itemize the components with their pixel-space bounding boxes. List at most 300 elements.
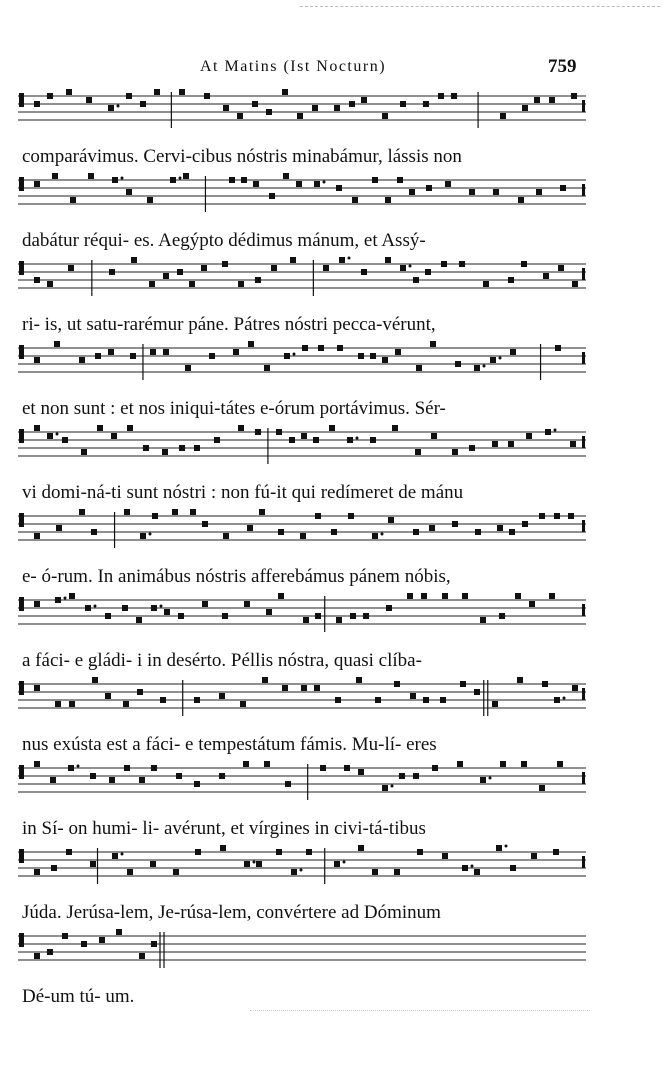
neume xyxy=(335,697,341,703)
neume xyxy=(122,605,128,611)
neume xyxy=(269,193,275,199)
neume xyxy=(415,449,421,455)
neume xyxy=(426,185,432,191)
neume xyxy=(315,513,321,519)
neume xyxy=(50,777,56,783)
chant-system xyxy=(18,928,586,978)
chant-system xyxy=(18,844,586,894)
neume xyxy=(139,777,145,783)
neume xyxy=(421,593,427,599)
neume xyxy=(440,697,446,703)
neume xyxy=(474,689,480,695)
mora-dot xyxy=(293,353,296,356)
staff-svg xyxy=(18,256,586,304)
neume xyxy=(34,601,40,607)
neume xyxy=(554,697,560,703)
neume xyxy=(469,445,475,451)
neume xyxy=(81,941,87,947)
neume xyxy=(109,269,115,275)
neume xyxy=(178,613,184,619)
neume xyxy=(34,869,40,875)
neume xyxy=(139,953,145,959)
neume xyxy=(81,449,87,455)
mora-dot xyxy=(348,257,351,260)
neume xyxy=(51,865,57,871)
neume xyxy=(529,601,535,607)
neume xyxy=(70,197,76,203)
c-clef-icon xyxy=(19,177,24,191)
neume xyxy=(201,265,207,271)
c-clef-icon xyxy=(19,345,24,359)
neume xyxy=(425,269,431,275)
chant-system xyxy=(18,508,586,558)
mora-dot xyxy=(489,777,492,780)
neume xyxy=(152,513,158,519)
neume xyxy=(372,533,378,539)
custos-icon xyxy=(582,856,585,868)
neume xyxy=(92,677,98,683)
neume xyxy=(539,513,545,519)
neume xyxy=(372,177,378,183)
neume xyxy=(301,685,307,691)
neume xyxy=(266,609,272,615)
neume xyxy=(91,529,97,535)
neume xyxy=(47,949,53,955)
lyric-line: a fáci- e gládi- i in desérto. Péllis nóstra, quasi clíba- xyxy=(22,650,422,671)
c-clef-icon xyxy=(19,597,24,611)
neume xyxy=(154,89,160,95)
neume xyxy=(553,849,559,855)
mora-dot xyxy=(77,765,80,768)
mora-dot xyxy=(343,861,346,864)
neume xyxy=(329,425,335,431)
neume xyxy=(137,689,143,695)
neume xyxy=(318,345,324,351)
neume xyxy=(179,89,185,95)
neume xyxy=(266,109,272,115)
neume xyxy=(400,101,406,107)
neume xyxy=(189,281,195,287)
neume xyxy=(183,173,189,179)
neume xyxy=(276,849,282,855)
neume xyxy=(259,509,265,515)
staff-svg xyxy=(18,844,586,892)
neume xyxy=(97,425,103,431)
neume xyxy=(568,513,574,519)
custos-icon xyxy=(582,352,585,364)
neume xyxy=(111,433,117,439)
neume xyxy=(190,509,196,515)
neume xyxy=(194,697,200,703)
neume xyxy=(219,693,225,699)
neume xyxy=(545,429,551,435)
lyric-line: nus exústa est a fáci- e tempestátum fámis. Mu-lí- eres xyxy=(22,734,437,755)
neume xyxy=(164,609,170,615)
chant-system xyxy=(18,424,586,474)
neume xyxy=(149,281,155,287)
neume xyxy=(492,441,498,447)
neume xyxy=(237,113,243,119)
neume xyxy=(358,769,364,775)
neume xyxy=(522,521,528,527)
mora-dot xyxy=(554,429,557,432)
neume xyxy=(278,529,284,535)
neume xyxy=(490,357,496,363)
custos-icon xyxy=(582,688,585,700)
neume xyxy=(160,697,166,703)
neume xyxy=(136,617,142,623)
neume xyxy=(243,761,249,767)
neume xyxy=(493,189,499,195)
neume xyxy=(177,269,183,275)
mora-dot xyxy=(356,437,359,440)
neume xyxy=(127,425,133,431)
neume xyxy=(400,265,406,271)
c-clef-icon xyxy=(19,513,24,527)
neume xyxy=(123,701,129,707)
neume xyxy=(223,105,229,111)
neume xyxy=(112,177,118,183)
neume xyxy=(534,97,540,103)
neume xyxy=(500,113,506,119)
neume xyxy=(394,681,400,687)
neume xyxy=(388,517,394,523)
neume xyxy=(539,785,545,791)
neume xyxy=(517,677,523,683)
mora-dot xyxy=(391,785,394,788)
neume xyxy=(572,685,578,691)
neume xyxy=(334,105,340,111)
neume xyxy=(323,265,329,271)
neume xyxy=(289,437,295,443)
neume xyxy=(557,761,563,767)
neume xyxy=(336,185,342,191)
staff-svg xyxy=(18,760,586,808)
mora-dot xyxy=(483,365,486,368)
neume xyxy=(571,93,577,99)
neume xyxy=(543,273,549,279)
neume xyxy=(255,429,261,435)
neume xyxy=(34,533,40,539)
neume xyxy=(282,685,288,691)
staff-svg xyxy=(18,592,586,640)
neume xyxy=(515,593,521,599)
neume xyxy=(410,693,416,699)
neume xyxy=(47,93,53,99)
neume xyxy=(195,849,201,855)
neume xyxy=(238,281,244,287)
running-title: At Matins (Ist Nocturn) xyxy=(200,58,387,75)
neume xyxy=(34,685,40,691)
neume xyxy=(432,765,438,771)
neume xyxy=(492,701,498,707)
neume xyxy=(382,113,388,119)
staff-svg xyxy=(18,676,586,724)
neume xyxy=(173,869,179,875)
neume xyxy=(334,861,340,867)
neume xyxy=(518,197,524,203)
neume xyxy=(143,445,149,451)
neume xyxy=(291,869,297,875)
neume xyxy=(313,437,319,443)
neume xyxy=(442,853,448,859)
neume xyxy=(521,261,527,267)
neume xyxy=(469,189,475,195)
neume xyxy=(247,525,253,531)
mora-dot xyxy=(117,105,120,108)
neume xyxy=(431,433,437,439)
neume xyxy=(163,273,169,279)
mora-dot xyxy=(409,265,412,268)
top-margin-trace xyxy=(300,6,660,8)
neume xyxy=(252,101,258,107)
neume xyxy=(496,845,502,851)
neume xyxy=(130,353,136,359)
mora-dot xyxy=(505,845,508,848)
neume xyxy=(62,933,68,939)
c-clef-icon xyxy=(19,933,24,947)
neume xyxy=(483,281,489,287)
neume xyxy=(497,525,503,531)
neume xyxy=(69,593,75,599)
neume xyxy=(62,437,68,443)
neume xyxy=(90,861,96,867)
neume xyxy=(150,349,156,355)
neume xyxy=(500,761,506,767)
neume xyxy=(314,181,320,187)
neume xyxy=(209,353,215,359)
neume xyxy=(222,261,228,267)
neume xyxy=(344,765,350,771)
neume xyxy=(285,781,291,787)
neume xyxy=(301,433,307,439)
neume xyxy=(554,513,560,519)
neume xyxy=(55,701,61,707)
neume xyxy=(407,593,413,599)
neume xyxy=(451,93,457,99)
neume xyxy=(34,953,40,959)
neume xyxy=(112,853,118,859)
neume xyxy=(522,105,528,111)
neume xyxy=(55,597,61,603)
neume xyxy=(452,521,458,527)
neume xyxy=(331,529,337,535)
neume xyxy=(172,509,178,515)
neume xyxy=(108,349,114,355)
neume xyxy=(438,93,444,99)
neume xyxy=(499,613,505,619)
mora-dot xyxy=(253,861,256,864)
lyric-line: e- ó-rum. In animábus nóstris afferebámus pánem nóbis, xyxy=(22,566,451,587)
neume xyxy=(337,345,343,351)
neume xyxy=(549,593,555,599)
neume xyxy=(536,189,542,195)
neume xyxy=(297,113,303,119)
neume xyxy=(69,701,75,707)
page-number: 759 xyxy=(548,56,577,77)
mora-dot xyxy=(381,533,384,536)
mora-dot xyxy=(94,605,97,608)
neume xyxy=(480,617,486,623)
neume xyxy=(358,353,364,359)
neume xyxy=(214,437,220,443)
mora-dot xyxy=(323,181,326,184)
neume xyxy=(47,433,53,439)
neume xyxy=(510,865,516,871)
neume xyxy=(370,437,376,443)
neume xyxy=(363,613,369,619)
neume xyxy=(47,281,53,287)
neume xyxy=(457,761,463,767)
c-clef-icon xyxy=(19,765,24,779)
neume xyxy=(140,101,146,107)
mora-dot xyxy=(160,605,163,608)
neume xyxy=(350,613,356,619)
neume xyxy=(233,349,239,355)
mora-dot xyxy=(121,853,124,856)
chant-system xyxy=(18,592,586,642)
neume xyxy=(68,765,74,771)
neume xyxy=(312,105,318,111)
neume xyxy=(306,849,312,855)
mora-dot xyxy=(471,865,474,868)
neume xyxy=(314,685,320,691)
neume xyxy=(382,785,388,791)
neume xyxy=(320,765,326,771)
neume xyxy=(394,869,400,875)
custos-icon xyxy=(582,436,585,448)
neume xyxy=(34,101,40,107)
neume xyxy=(86,97,92,103)
neume xyxy=(339,257,345,263)
c-clef-icon xyxy=(19,93,24,107)
neume xyxy=(90,773,96,779)
neume xyxy=(202,601,208,607)
neume xyxy=(303,617,309,623)
neume xyxy=(474,869,480,875)
neume xyxy=(572,281,578,287)
neume xyxy=(34,277,40,283)
neume xyxy=(445,181,451,187)
neume xyxy=(220,845,226,851)
neume xyxy=(460,681,466,687)
custos-icon xyxy=(582,184,585,196)
neume xyxy=(185,365,191,371)
neume xyxy=(223,533,229,539)
neume xyxy=(271,265,277,271)
neume xyxy=(361,97,367,103)
staff-svg xyxy=(18,172,586,220)
staff-svg xyxy=(18,340,586,388)
chant-system xyxy=(18,760,586,810)
custos-icon xyxy=(582,604,585,616)
staff-svg xyxy=(18,928,586,976)
neume xyxy=(151,941,157,947)
mora-dot xyxy=(121,177,124,180)
lyric-line: comparávimus. Cervi-cibus nóstris minabámur, lássis non xyxy=(22,146,462,167)
mora-dot xyxy=(149,533,152,536)
neume xyxy=(124,509,130,515)
neume xyxy=(151,765,157,771)
neume xyxy=(162,449,168,455)
neume xyxy=(241,177,247,183)
neume xyxy=(105,693,111,699)
chant-system xyxy=(18,172,586,222)
neume xyxy=(147,197,153,203)
neume xyxy=(480,777,486,783)
neume xyxy=(370,353,376,359)
custos-icon xyxy=(582,520,585,532)
lyric-line: ri- is, ut satu-rarémur páne. Pátres nóstri pecca-vérunt, xyxy=(22,314,436,335)
neume xyxy=(347,437,353,443)
neume xyxy=(560,185,566,191)
neume xyxy=(240,701,246,707)
neume xyxy=(284,353,290,359)
neume xyxy=(264,761,270,767)
neume xyxy=(176,773,182,779)
neume xyxy=(429,525,435,531)
neume xyxy=(34,357,40,363)
staff-svg xyxy=(18,88,586,136)
neume xyxy=(459,261,465,267)
mora-dot xyxy=(499,357,502,360)
neume xyxy=(413,529,419,535)
neume xyxy=(413,773,419,779)
chant-system xyxy=(18,340,586,390)
neume xyxy=(222,613,228,619)
neume xyxy=(570,441,576,447)
neume xyxy=(508,441,514,447)
lyric-line: in Sí- on humi- li- avérunt, et vírgines in civi-tá-tibus xyxy=(22,818,426,839)
neume xyxy=(385,197,391,203)
neume xyxy=(204,93,210,99)
neume xyxy=(248,341,254,347)
neume xyxy=(109,777,115,783)
c-clef-icon xyxy=(19,681,24,695)
neume xyxy=(256,861,262,867)
neume xyxy=(372,869,378,875)
chant-system xyxy=(18,256,586,306)
neume xyxy=(52,173,58,179)
c-clef-icon xyxy=(19,261,24,275)
neume xyxy=(68,265,74,271)
neume xyxy=(34,761,40,767)
neume xyxy=(558,265,564,271)
custos-icon xyxy=(582,772,585,784)
neume xyxy=(508,277,514,283)
neume xyxy=(126,93,132,99)
neume xyxy=(352,197,358,203)
neume xyxy=(219,773,225,779)
neume xyxy=(95,353,101,359)
neume xyxy=(194,781,200,787)
staff-svg xyxy=(18,424,586,472)
neume xyxy=(475,529,481,535)
neume xyxy=(521,761,527,767)
neume xyxy=(302,345,308,351)
neume xyxy=(278,593,284,599)
neume xyxy=(124,765,130,771)
bleed-through-trace xyxy=(250,1010,590,1012)
neume xyxy=(290,257,296,263)
custos-icon xyxy=(582,100,585,112)
neume xyxy=(382,357,388,363)
lyric-line: Júda. Jerúsa-lem, Je-rúsa-lem, convértere ad Dóminum xyxy=(22,902,441,923)
neume xyxy=(392,425,398,431)
neume xyxy=(202,521,208,527)
neume xyxy=(163,349,169,355)
lyric-line: dabátur réqui- es. Aegýpto dédimus mánum, et Assý- xyxy=(22,230,426,251)
